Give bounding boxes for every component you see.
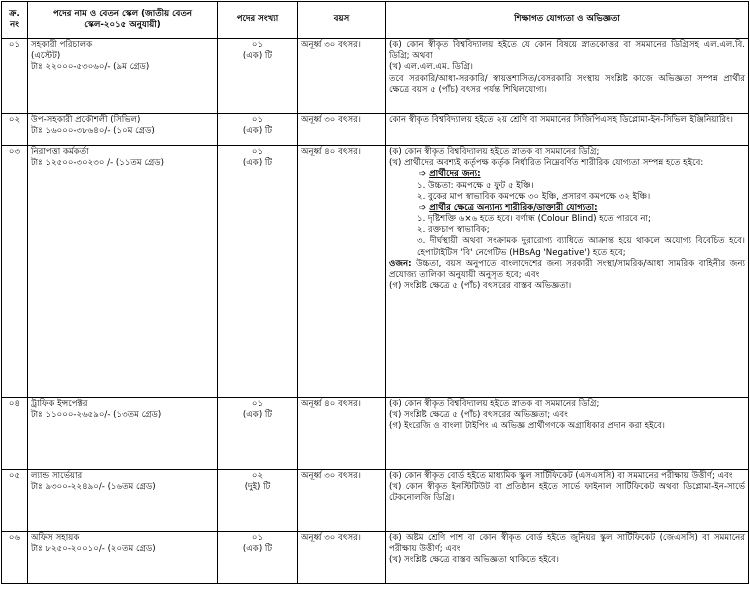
age-cell: অনূর্ধ্ব ৩০ বৎসর। <box>298 114 386 146</box>
age-cell: অনূর্ধ্ব ৪০ বৎসর। <box>298 398 386 470</box>
post-name: ল্যান্ড সার্ভেয়ার <box>31 471 83 481</box>
post-name: সহকারী পরিচালক <box>31 40 93 50</box>
table-row <box>2 114 749 146</box>
table-row <box>2 398 749 470</box>
qualification-cell <box>386 532 749 584</box>
qualification-line: (খ) সংশ্লিষ্ট ক্ষেত্রে বাস্তব অভিজ্ঞতা থাকিতে হইবে। <box>389 555 559 566</box>
header-post-count: পদের সংখ্যা <box>218 2 298 39</box>
post-name-cell <box>28 398 218 470</box>
post-count-cell <box>218 146 298 398</box>
qualification-line: তবে সরকারি/আধা-সরকারি/ স্বায়ত্তশাসিত/বেসরকারি সংস্থায় সংশ্লিষ্ট কাজে অভিজ্ঞতা সম্পন্ন প্রার্থীর ক্ষেত্রে বয়স ৫ (পাঁচ) বৎসর পর্যন্ত শিথিলযোগ্য। <box>389 73 745 95</box>
serial-cell: ০৩ <box>2 146 28 398</box>
qualification-line: (ক) কোন স্বীকৃত বিশ্ববিদ্যালয় হইতে যে কোন বিষয়ে স্নাতকোত্তর বা সমমানের ডিগ্রিসহ এল.এল.বি. ডিগ্রি; অথবা <box>389 40 745 62</box>
pay-scale: টাঃ ১২৫০০-৩০২৩০ /- (১১তম গ্রেড) <box>31 158 164 169</box>
post-name: উপ-সহকারী প্রকৌশলী (সিভিল) <box>31 115 141 125</box>
post-name-cell <box>28 146 218 398</box>
table-row <box>2 470 749 532</box>
post-name: নিরাপত্তা কর্মকর্তা <box>31 147 89 157</box>
qualification-line: (খ) এল.এল.এম. ডিগ্রি। <box>389 62 473 73</box>
age-cell: অনূর্ধ্ব ৩০ বৎসর। <box>298 532 386 584</box>
header-qualification: শিক্ষাগত যোগ্যতা ও অভিজ্ঞতা <box>386 2 749 39</box>
qualification-line: কোন স্বীকৃত বিশ্ববিদ্যালয় হইতে ২য় শ্রেণি বা সমমানের সিজিপিএসহ ডিপ্লোমা-ইন-সিভিল ইঞ্জিনিয়ারিং। <box>389 115 733 125</box>
serial-cell: ০৪ <box>2 398 28 470</box>
serial-cell: ০২ <box>2 114 28 146</box>
post-count-cell <box>218 39 298 114</box>
qualification-line: (গ) সংশ্লিষ্ট ক্ষেত্রে ৫ (পাঁচ) বৎসরের বাস্তব অভিজ্ঞতা। <box>389 281 572 292</box>
age-cell: অনূর্ধ্ব ৩০ বৎসর। <box>298 470 386 532</box>
pay-scale: টাঃ ৯৩০০-২২৪৯০/- (১৬তম গ্রেড) <box>31 482 156 493</box>
serial-cell: ০৬ <box>2 532 28 584</box>
post-count-words: (এক) টি <box>242 51 273 62</box>
qualification-line: (গ) ইংরেজি ও বাংলা টাইপিং এ অভিজ্ঞ প্রার্থীগণকে অগ্রাধিকার প্রদান করা হইবে। <box>389 421 665 432</box>
post-count: ০১ <box>251 115 264 125</box>
table-header-row <box>2 2 749 39</box>
qualification-line: (ক) অষ্টম শ্রেণি পাশ বা কোন স্বীকৃত বোর্ড হইতে জুনিয়র স্কুল সার্টিফিকেট (জেএসসি) বা সমমানের পরীক্ষায় উত্তীর্ণ; এবং <box>389 533 745 555</box>
qualification-cell <box>386 39 749 114</box>
post-subtitle: (এস্টেট) <box>31 51 61 62</box>
recruitment-table <box>1 1 749 584</box>
qualification-line: (খ) সংশ্লিষ্ট ক্ষেত্রে ৫ (পাঁচ) বৎসরের অভিজ্ঞতা; এবং <box>389 410 568 421</box>
post-name: অফিস সহায়ক <box>31 533 80 543</box>
table-row <box>2 532 749 584</box>
qualification-line: (ক) কোন স্বীকৃত বিশ্ববিদ্যালয় হইতে স্নাতক বা সমমানের ডিগ্রি; <box>389 399 600 409</box>
requirement-item: ১. দৃষ্টিশক্তি ৬×৬ হতে হবে। বর্ণান্ধ (Colour Blind) হতে পারবে না; <box>417 214 651 225</box>
post-count-cell <box>218 470 298 532</box>
table-row <box>2 39 749 114</box>
requirement-item: ১. উচ্চতা: কমপক্ষে ৫ ফুট ৫ ইঞ্চি। <box>417 180 534 191</box>
post-count-words: (এক) টি <box>242 126 273 137</box>
age-cell: অনূর্ধ্ব ৩০ বৎসর। <box>298 39 386 114</box>
post-name-cell <box>28 470 218 532</box>
requirement-item: ২. বুকের মাপ স্বাভাবিক কমপক্ষে ৩০ ইঞ্চি, প্রসারণ কমপক্ষে ৩২ ইঞ্চি। <box>417 191 651 202</box>
post-count-cell <box>218 532 298 584</box>
arrow-right-icon: ➩ <box>419 202 427 213</box>
qualification-cell <box>386 146 749 398</box>
pay-scale: টাঃ ২২০০০-৫৩০৬০/- (৯ম গ্রেড) <box>31 62 150 73</box>
requirement-item: ৩. দীর্ঘস্থায়ী অথবা সংক্রামক দুরারোগ্য ব্যাধিতে আক্রান্ত হয়ে থাকলে অযোগ্য বিবেচিত হবে। হেপাটাইটিস 'বি' নেগেটিভ (HBsAg 'Negative') হতে হবে; <box>417 236 745 258</box>
requirement-item: ২. রক্তচাপ স্বাভাবিক; <box>417 225 490 236</box>
arrow-right-icon: ➩ <box>419 169 427 180</box>
post-count-words: (এক) টি <box>242 544 273 555</box>
pay-scale: টাঃ ১১০০০-২৬৫৯০/- (১৩তম গ্রেড) <box>31 410 162 421</box>
male-requirements-heading: ➩ প্রার্থীদের জন্য: <box>419 169 481 180</box>
qualification-line: (খ) প্রার্থীদের অবশ্যই কর্তৃপক্ষ কর্তৃক নির্ধারিত নিম্নেবর্ণিত শারীরিক যোগ্যতা সম্পন্ন হতে হইবে: <box>389 158 704 169</box>
weight-requirement: ওজন: উচ্চতা, বয়স অনুপাতে বাংলাদেশের জন্য সরকারী সংস্থা/সামরিক/আধা সামরিক বাহিনীর জন্য প্রযোজ্য তালিকা অনুযায়ী অনুসৃত হবে; এবং <box>389 258 745 280</box>
qualification-cell <box>386 114 749 146</box>
post-count: ০২ <box>251 471 264 481</box>
post-name-cell <box>28 532 218 584</box>
post-count: ০১ <box>251 147 264 157</box>
pay-scale: টাঃ ৮২৫০-২০০১০/- (২০তম গ্রেড) <box>31 544 156 555</box>
post-count-words: (এক) টি <box>242 158 273 169</box>
serial-cell: ০১ <box>2 39 28 114</box>
post-count: ০১ <box>251 399 264 409</box>
qualification-line: (ক) কোন স্বীকৃত বিশ্ববিদ্যালয় হইতে স্নাতক বা সমমানের ডিগ্রি; <box>389 147 600 157</box>
header-post-name: পদের নাম ও বেতন স্কেল (জাতীয় বেতন স্কেল-২০১৫ অনুযায়ী) <box>28 2 218 39</box>
post-name-cell <box>28 114 218 146</box>
header-age: বয়স <box>298 2 386 39</box>
post-count-words: (এক) টি <box>242 410 273 421</box>
post-name: ট্রাফিক ইন্সপেক্টর <box>31 399 88 409</box>
post-count-cell <box>218 114 298 146</box>
header-serial: ক্র. নং <box>2 2 28 39</box>
post-name-cell <box>28 39 218 114</box>
serial-cell: ০৫ <box>2 470 28 532</box>
table-row <box>2 146 749 398</box>
age-cell: অনূর্ধ্ব ৪০ বৎসর। <box>298 146 386 398</box>
qualification-cell <box>386 470 749 532</box>
qualification-line: (ক) কোন স্বীকৃত বোর্ড হইতে মাধ্যমিক স্কুল সার্টিফিকেট (এসএসসি) বা সমমানের পরীক্ষায় উত্তীর্ণ; এবং <box>389 471 733 481</box>
other-requirements-heading: ➩ প্রার্থীর ক্ষেত্রে অন্যান্য শারীরিক/ডাক্তারী যোগ্যতা: <box>419 202 598 213</box>
qualification-cell <box>386 398 749 470</box>
post-count: ০১ <box>251 533 264 543</box>
pay-scale: টাঃ ১৬০০০-৩৮৬৪০/- (১০ম গ্রেড) <box>31 126 155 137</box>
post-count-words: (দুই) টি <box>244 482 271 493</box>
post-count-cell <box>218 398 298 470</box>
qualification-line: (খ) কোন স্বীকৃত ইনস্টিটিউট বা প্রতিষ্ঠান হইতে সার্ভে ফাইনাল সার্টিফিকেট অথবা ডিপ্লোমা-ইন-সার্ভে টেকনোলজি ডিগ্রি। <box>389 482 745 504</box>
post-count: ০১ <box>251 40 264 50</box>
